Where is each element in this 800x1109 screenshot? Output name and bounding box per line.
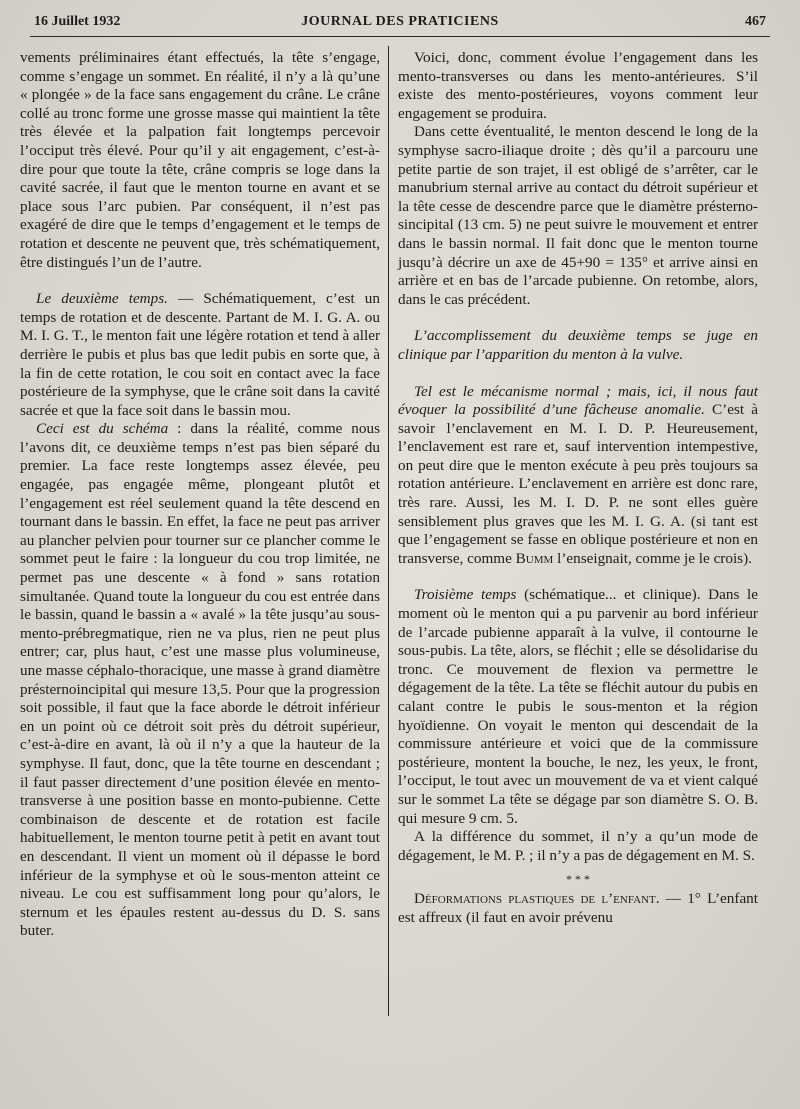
paragraph-anomalie [398, 383, 758, 569]
paragraph-troisieme-temps-text: (schématique... et clinique). Dans le moment où le menton qui a pu parvenir au bord inférieur de l’arcade pubienne apparaît à la vulve, il contourne le sous-pubis. La tête, alors, se fléchit ; elle se désolidarise du tronc. Ce mouvement de flexion va permettre le dégagement de la tête. La tête se fléchit autour du pubis en calant contre le pubis le sous-menton et la région hyoïdienne. On voyait le menton qui descendait de la commissure antérieure et voici que de la commissure postérieure, montent la bouche, le nez, les yeux, le front, l’occiput, le tout avec un mouvement de va et vient calqué sur le sommet La tête se dégage par son diamètre S. O. B. qui mesure 9 cm. 5. [398, 586, 758, 827]
phrase-mecanisme-normal: Tel est le mécanisme normal ; mais, ici, il nous faut évoquer la possibilité d’une fâcheuse anomalie. [398, 382, 758, 419]
section-separator-stars: * * * [566, 872, 590, 887]
paragraph-schema-text: : dans la réalité, comme nous l’avons dit, ce deuxième temps n’est pas bien séparé du premier. La face reste longtemps assez élevée, peu engagée, pas engagée même, plongeant plutôt et l’engagement est réel seulement quand la tête descend en tournant dans le bassin. En effet, la face ne peut pas arriver au plancher pelvien pour tourner sur ce plancher comme le sommet peut le faire : la longueur du cou trop limitée, ne permet pas une descente « à fond » sans rotation simultanée. Quand toute la longueur du cou est entrée dans le bassin, quand le bassin a « avalé » la tête jusqu’au sous-mento-prébregmatique, rien ne va plus, rien ne peut plus entrer; car, plus haut, c’est une masse plus volumineuse, une masse céphalo-thoracique, une masse à grand diamètre présternoincipital qui mesure 13,5. Pour que la progression soit possible, il faut que la face aborde le détroit inférieur en un point où ce détroit soit près du détroit supérieur, c’est-à-dire en avant, là où il n’y a que la hauteur de la symphyse. Il faut, donc, que la tête tourne en descendant ; il faut passer directement d’une position élevée en mento-transverse à une position basse en monto-pubienne. Cette combinaison de descente et de rotation est facile habituellement, le menton tourne petit à petit en avant tout en descendant. Il vient un moment où il dépasse le bord inférieur de la symphyse et où le sous-menton atteint ce niveau. Le cou est suffisamment long pour qu’alors, le sternum et les épaules restent au-dessus du D. S. sans buter. [20, 420, 381, 940]
page-number: 467 [745, 14, 766, 29]
author-name-bumm: Bumm [515, 549, 554, 567]
paragraph-deformations [398, 890, 758, 927]
paragraph-deuxieme-temps [20, 290, 380, 420]
section-heading-deformations: Déformations plastiques de l’enfant. [414, 890, 660, 908]
paragraph-engagement-end: vements préliminaires étant effectués, la tête s’engage, comme s’engage un sommet. En réalité, il n’y a là qu’une « plongée » de la face sans engagement du crâne. Le crâne collé au tronc forme une grosse masse qui maintient la tête très élevée et la palpation fait longtemps percevoir l’occiput très élevé. Pour qu’il y ait engagement, c’est-à-dire pour que toute la tête, crâne compris se loge dans la cavité sacrée, il faut que le menton tourne en avant et se place sous l’arc pubien. Par conséquent, il n’est pas exagéré de dire que le temps d’engagement et le temps de rotation et descente ne peuvent que, très schématiquement, être distingués l’un de l’autre. [20, 49, 380, 271]
paragraph-evolution-engagement: Voici, donc, comment évolue l’engagement dans les mento-transverses ou dans les mento-antérieures. S’il existe des mento-postérieures, voyons comment leur engagement se produira. [398, 49, 758, 122]
left-column [20, 49, 380, 941]
paragraph-anomalie-end: l’enseignait, comme je le crois). [553, 549, 752, 567]
paragraph-schema [20, 420, 380, 941]
paragraph-anomalie-text: C’est à savoir l’enclavement en M. I. D. P. Heureusement, l’enclavement est rare et, sauf intervention intempestive, on peut dire que le menton exécute à peu près toujours sa rotation antérieure. L’enclavement en arrière est donc rare, très rare. Aussi, les M. I. D. P. ne sont elles guère sensiblement plus graves que les M. I. G. A. (si tant est que l’engagement se fasse en oblique postérieure et non en transverse, comme [398, 401, 758, 567]
section-heading-deuxieme-temps: Le deuxième temps. [36, 290, 168, 308]
right-column [398, 49, 758, 928]
section-heading-troisieme-temps: Troisième temps [414, 586, 517, 604]
page-header [30, 14, 770, 37]
paragraph-deuxieme-temps-text: — Schématiquement, c’est un temps de rotation et de descente. Partant de M. I. G. A. ou M. I. G. T., le menton fait une légère rotation et tend à aller derrière le pubis et plus bas que ledit pubis en sorte que, à la fin de cette rotation, le cou soit en contact avec la face postérieure de la symphyse, que le crâne soit dans la cavité sacrée et que la face soit dans le bassin mou. [20, 290, 380, 419]
paragraph-troisieme-temps [398, 586, 758, 828]
paragraph-degagement: A la différence du sommet, il n’y a qu’un mode de dégagement, le M. P. ; il n’y a pas de dégagement en M. S. [398, 828, 758, 864]
journal-title: JOURNAL DES PRATICIENS [301, 14, 499, 29]
paragraph-deformations-text: — 1° L’enfant est affreux (il faut en avoir prévenu [398, 890, 758, 926]
column-divider [388, 46, 389, 1016]
paragraph-mento-posterieures: Dans cette éventualité, le menton descend le long de la symphyse sacro-iliaque droite ; dès qu’il a parcouru une petite partie de son trajet, il est obligé de s’arrêter, car le manubrium sternal arrive au contact du détroit supérieur et la tête cesse de descendre parce que le diamètre présterno-sincipital (13 cm. 5) ne peut suivre le mouvement et entrer dans le bassin normal. Il fait donc que le menton tourne jusqu’à décrire un axe de 45+90 = 135° et arrive ainsi en arrière et en bas de l’arcade pubienne. On retombe, alors, dans le cas précédent. [398, 123, 758, 308]
phrase-ceci-est-du-schema: Ceci est du schéma [36, 420, 169, 438]
header-date: 16 Juillet 1932 [34, 14, 121, 29]
paragraph-accomplissement: L’accomplissement du deuxième temps se juge en clinique par l’apparition du menton à la vulve. [398, 327, 758, 363]
